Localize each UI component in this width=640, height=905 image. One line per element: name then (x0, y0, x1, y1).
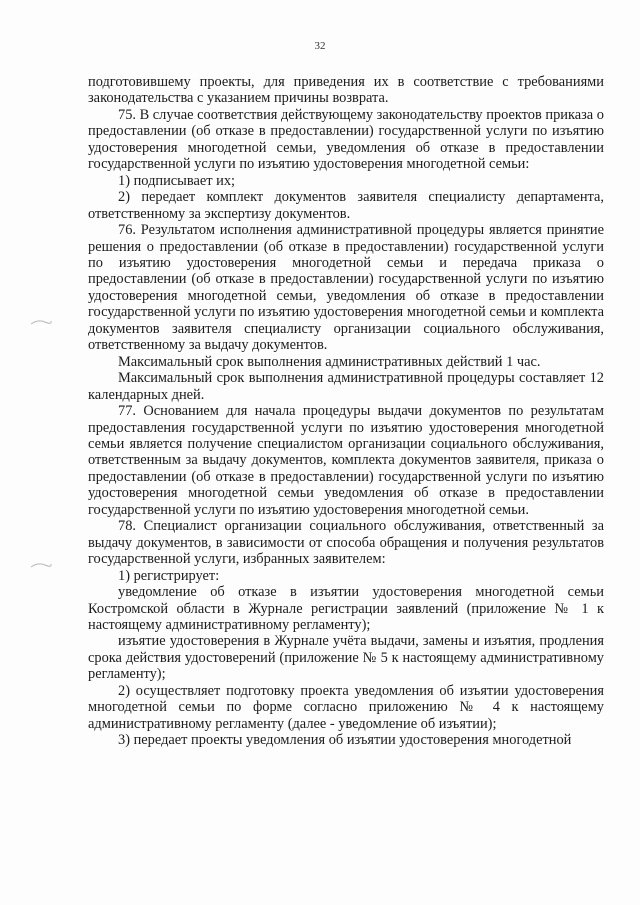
page-number: 32 (314, 40, 326, 52)
paragraph: 2) осуществляет подготовку проекта уведомления об изъятии удостоверения многодетной семьи по форме согласно приложению № 4 к настоящему административному регламенту (далее - уведомление об изъятии); (88, 682, 604, 732)
paragraph: 78. Специалист организации социального обслуживания, ответственный за выдачу документов, в зависимости от способа обращения и получения результатов государственной услуги, избранных заявителем: (88, 518, 604, 568)
paragraph: 3) передает проекты уведомления об изъятии удостоверения многодетной (118, 732, 572, 749)
paragraph: Максимальный срок выполнения административной процедуры составляет 12 календарных дней. (88, 370, 604, 403)
paragraph: Максимальный срок выполнения административных действий 1 час. (118, 353, 541, 370)
paragraph: уведомление об отказе в изъятии удостоверения многодетной семьи Костромской области в Журнале регистрации заявлений (приложение № 1 к настоящему административному регламенту); (88, 584, 604, 633)
paragraph: 77. Основанием для начала процедуры выдачи документов по результатам предоставления государственной услуги по изъятию удостоверения многодетной семьи является получение специалистом организации социального обслуживания, ответственным за выдачу документов, комплекта документов заявителя, приказа о предоставлении (об отказе в предоставлении) государственной услуги по изъятию удостоверения многодетной семьи уведомления об отказе в предоставлении государственной услуги по изъятию удостоверения многодетной семьи. (88, 403, 604, 518)
scan-artifact-mark (30, 561, 52, 569)
document-body (88, 74, 604, 749)
paragraph: 75. В случае соответствия действующему законодательству проектов приказа о предоставлении (об отказе в предоставлении) государственной услуги по изъятию удостоверения многодетной семьи, уведомления об отказе в предоставлении государственной услуги по изъятию удостоверения многодетной семьи: (88, 106, 604, 173)
paragraph: 76. Результатом исполнения административной процедуры является принятие решения о предоставлении (об отказе в предоставлении) государственной услуги по изъятию удостоверения многодетной семьи и передача приказа о предоставлении (об отказе в предоставлении) государственной услуги по изъятию удостоверения многодетной семьи, уведомления об отказе в предоставлении государственной услуги по изъятию удостоверения многодетной семьи и комплекта документов заявителя специалисту организации социального обслуживания, ответственному за выдачу документов. (88, 222, 604, 354)
paragraph: изъятие удостоверения в Журнале учёта выдачи, замены и изъятия, продления срока действия удостоверений (приложение № 5 к настоящему административному регламенту); (88, 633, 604, 683)
scan-artifact-mark (30, 318, 52, 326)
paragraph: 1) подписывает их; (118, 172, 236, 189)
paragraph: 1) регистрирует: (118, 567, 220, 584)
paragraph: подготовившему проекты, для приведения их в соответствие с требованиями законодательства с указанием причины возврата. (88, 74, 604, 107)
paragraph: 2) передает комплект документов заявителя специалисту департамента, ответственному за экспертизу документов. (88, 189, 604, 222)
